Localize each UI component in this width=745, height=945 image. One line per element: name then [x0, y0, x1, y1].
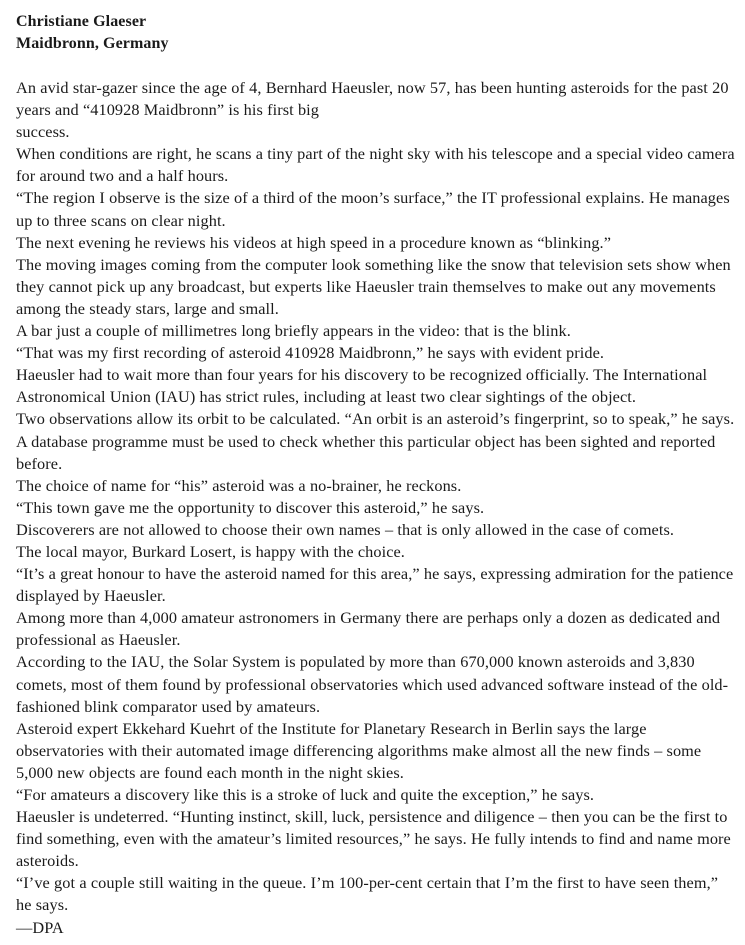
signoff: —DPA: [16, 917, 64, 937]
paragraph: “The region I observe is the size of a third of the moon’s surface,” the IT professional explains. He manages up to three scans on clear night.: [16, 188, 730, 230]
paragraph: An avid star-gazer since the age of 4, Bernhard Haeusler, now 57, has been hunting asteroids for the past 20 years and “410928 Maidbronn” is his first big: [16, 78, 729, 120]
paragraph: Among more than 4,000 amateur astronomers in Germany there are perhaps only a dozen as dedicated and professional as Haeusler.: [16, 608, 721, 650]
paragraph: Discoverers are not allowed to choose their own names – that is only allowed in the case of comets.: [16, 519, 675, 539]
paragraph: The moving images coming from the computer look something like the snow that television sets show when they cannot pick up any broadcast, but experts like Haeusler train themselves to make out any movements among the steady stars, large and small.: [16, 254, 731, 318]
byline: [16, 11, 737, 55]
paragraph: When conditions are right, he scans a tiny part of the night sky with his telescope and a special video camera for around two and a half hours.: [16, 144, 735, 186]
paragraph: A bar just a couple of millimetres long briefly appears in the video: that is the blink.: [16, 321, 571, 341]
byline-body-spacer: [16, 55, 737, 77]
paragraph: According to the IAU, the Solar System is populated by more than 670,000 known asteroids and 3,830 comets, most of them found by professional observatories which used advanced software instead of the old-fashioned blink comparator used by amateurs.: [16, 652, 729, 716]
byline-author: Christiane Glaeser: [16, 13, 147, 30]
byline-location: Maidbronn, Germany: [16, 35, 169, 52]
paragraph: Haeusler had to wait more than four years for his discovery to be recognized officially. The International Astronomical Union (IAU) has strict rules, including at least two clear sightings of the object.: [16, 365, 708, 407]
paragraph: Asteroid expert Ekkehard Kuehrt of the Institute for Planetary Research in Berlin says the large observatories with their automated image differencing algorithms make almost all the new finds – some 5,000 new objects are found each month in the night skies.: [16, 718, 702, 782]
paragraph: The local mayor, Burkard Losert, is happy with the choice.: [16, 541, 405, 561]
paragraph: “For amateurs a discovery like this is a stroke of luck and quite the exception,” he says.: [16, 785, 595, 804]
article-body: [16, 77, 737, 939]
paragraph: The choice of name for “his” asteroid was a no-brainer, he reckons.: [16, 475, 462, 495]
paragraph: Haeusler is undeterred. “Hunting instinct, skill, luck, persistence and diligence – then you can be the first to find something, even with the amateur’s limited resources,” he says. He fully intends to find and name more asteroids.: [16, 807, 731, 871]
paragraph: “That was my first recording of asteroid 410928 Maidbronn,” he says with evident pride.: [16, 343, 605, 363]
paragraph: success.: [16, 122, 70, 142]
paragraph: Two observations allow its orbit to be calculated. “An orbit is an asteroid’s fingerprint, so to speak,” he says. A database programme must be used to check whether this particular object has been sighted and reported before.: [16, 409, 735, 473]
paragraph: “It’s a great honour to have the asteroid named for this area,” he says, expressing admiration for the patience displayed by Haeusler.: [16, 564, 734, 606]
paragraph: The next evening he reviews his videos at high speed in a procedure known as “blinking.”: [16, 232, 612, 252]
paragraph: “This town gave me the opportunity to discover this asteroid,” he says.: [16, 497, 485, 517]
paragraph: “I’ve got a couple still waiting in the queue. I’m 100-per-cent certain that I’m the first to have seen them,” he says.: [16, 873, 719, 915]
